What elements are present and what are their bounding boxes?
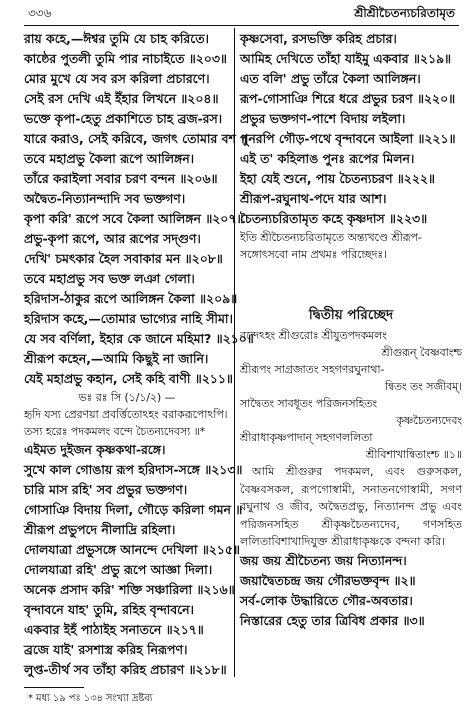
verse-line: তবে মহাপ্রভু সব ভক্ত লঞা গেলা। bbox=[24, 271, 195, 286]
verse-line: এত বলি' প্রভু তাঁরে কৈলা আলিঙ্গন। bbox=[240, 71, 421, 86]
verse-line: হরিদাস কহে,—তোমার ভাগ্যের নাহি সীমা। bbox=[24, 311, 233, 326]
verse-line: মোর মুখে যে সব রস করিলা প্রচারণে। bbox=[24, 71, 210, 86]
verse-line: রায় কহে,—ঈশ্বর তুমি যে চাহ করিতে। bbox=[24, 31, 209, 46]
verse-line: ব্রজে যাই' রসশাস্ত্র করিহ নিরূপণ। bbox=[24, 642, 188, 657]
sanskrit-line: তস্য হরেঃ পদকমলং বন্দে চৈতন্যদেবস্য ॥* bbox=[24, 425, 206, 438]
sanskrit-line: শ্রীগুরূন্ বৈষ্ণবাংশ্চ bbox=[381, 346, 462, 359]
verse-line: নিস্তারের হেতু তার ত্রিবিধ প্রকার ॥৩॥ bbox=[240, 612, 425, 628]
sanskrit-line: বন্দেঽহং শ্রীগুরোঃ শ্রীযুতপদকমলং bbox=[240, 329, 387, 342]
verse-line: একবার ইহঁ পাঠাইহ সনাতনে ॥২১৭॥ bbox=[24, 622, 204, 637]
verse-line: ইহা যেই শুনে, পায় চৈতন্যচরণ ॥২২২॥ bbox=[240, 171, 435, 186]
verse-line: চৈতন্যচরিতামৃত কহে কৃষ্ণদাস ॥২২৩॥ bbox=[240, 211, 428, 226]
verse-line: জয় জয় শ্রীচৈতন্য জয় নিত্যানন্দ। bbox=[240, 552, 407, 568]
verse-line: শ্রীরূপ-রঘুনাথ-পদে যার আশ। bbox=[240, 191, 387, 206]
verse-line: শ্রীরূপ কহেন,—আমি কিছুই না জানি। bbox=[24, 351, 209, 366]
right-column bbox=[240, 29, 462, 631]
sanskrit-line: সাদ্বৈতং সাবধূতং পরিজনসহিতং bbox=[240, 397, 378, 410]
verse-line: দেখি' চমৎকার হৈল সবাকার মন ॥২০৮॥ bbox=[24, 251, 223, 266]
verse-line: কৃপা করি' রূপে সবে কৈলা আলিঙ্গন ॥২০৭॥ bbox=[24, 211, 244, 226]
verse-line: অদ্বৈত-নিত্যানন্দাদি সব ভক্তগণ। bbox=[24, 191, 186, 206]
verse-line: কাষ্ঠের পুতলী তুমি পার নাচাইতে ॥২০৩॥ bbox=[24, 51, 227, 66]
footnote-rule bbox=[24, 687, 84, 688]
verse-line: প্রভুর ভক্তগণ-পাশে বিদায় লইলা। bbox=[240, 111, 406, 126]
verse-line: চারি মাস রহি' সব প্রভুর ভক্তগণ। bbox=[24, 482, 188, 497]
sanskrit-line: শ্রীবিশাখান্বিতাংশ্চ ॥১॥ bbox=[366, 448, 462, 461]
page-number: ৩৩৬ bbox=[28, 6, 52, 20]
verse-line: গোসাঞি বিদায় দিলা, গৌড়ে করিলা গমন ॥ bbox=[24, 502, 243, 517]
chapter-title: দ্বিতীয় পরিচ্ছেদ bbox=[308, 307, 394, 323]
colophon-line: ইতি শ্রীচৈতন্যচরিতামৃতে অন্ত্যখণ্ডে শ্রীরূপ- bbox=[240, 231, 422, 244]
verse-line: সুখে কাল গোঙায় রূপ হরিদাস-সঙ্গে ॥২১৩॥ bbox=[24, 462, 243, 477]
page-header bbox=[28, 2, 455, 24]
sanskrit-line: ন্বিতং তং সজীবম্। bbox=[385, 380, 462, 393]
verse-line: অনেক প্রসাদ করি' শক্তি সঞ্চারিলা ॥২১৬॥ bbox=[24, 582, 235, 597]
translation-paragraph: আমি শ্রীগুরুর পদকমল, এবং গুরুসকল, বৈষ্ণবসকল, রূপগোস্বামী, সনাতনগোস্বামী, সগণ রঘুনাথ ও জীব, অদ্বৈতপ্রভু, নিত্যানন্দ প্রভু এবং পরিজনসহিত শ্রীকৃষ্ণচৈতন্যদেব, গণসহিত ললিতাবিশাখাদিযুক্ত শ্রীরাধাকৃষ্ণকে বন্দনা করি। bbox=[240, 465, 462, 548]
sanskrit-line: কৃষ্ণচৈতন্যদেবং bbox=[396, 414, 462, 427]
verse-line: তবে মহাপ্রভু কৈলা রূপে আলিঙ্গন। bbox=[24, 151, 195, 166]
verse-line: সেই রস দেখি এই ইঁহার লিখনে ॥২০৪॥ bbox=[24, 91, 219, 106]
verse-line: হরিদাস-ঠাকুর রূপে আলিঙ্গন কৈলা ॥২০৯॥ bbox=[24, 291, 238, 306]
verse-line: জয়াদ্বৈতচন্দ্র জয় গৌরভক্তবৃন্দ ॥২॥ bbox=[240, 572, 416, 588]
spacer bbox=[240, 263, 462, 303]
verse-line: সর্ব-লোক উদ্ধারিতে গৌর-অবতার। bbox=[240, 592, 413, 608]
verse-line: বৃন্দাবনে যাহ' তুমি, রহিহ বৃন্দাবনে। bbox=[24, 602, 194, 617]
verse-line: যে সব বর্ণিলা, ইহার কে জানে মহিমা? ॥২১০॥ bbox=[24, 331, 254, 346]
verse-line: দোলযাত্রা প্রভুসঙ্গে আনন্দে দেখিলা ॥২১৫॥ bbox=[24, 542, 240, 557]
verse-line: রূপ-গোসাঞি শিরে ধরে প্রভুর চরণ ॥২২০॥ bbox=[240, 91, 456, 106]
verse-line: যারে করাও, সেই করিবে, জগৎ তোমার বশ ॥ bbox=[24, 131, 248, 146]
running-title: শ্রীশ্রীচৈতন্যচরিতামৃত bbox=[354, 6, 455, 20]
verse-line: ভক্তে কৃপা-হেতু প্রকাশিতে চাহ ব্রজ-রস। bbox=[24, 111, 223, 126]
verse-line: লুপ্ত-তীর্থ সব তাঁহা করিহ প্রচারণ ॥২১৮॥ bbox=[24, 662, 227, 677]
header-rule bbox=[24, 25, 459, 26]
verse-line: তাঁরে করাইলা সবার চরণ বন্দন ॥২০৬॥ bbox=[24, 171, 218, 186]
verse-line: কৃষ্ণসেবা, রসভক্তি করিহ প্রচার। bbox=[240, 31, 397, 46]
sanskrit-line: শ্রীরাধাকৃষ্ণপাদান্ সহগণললিতা bbox=[240, 431, 373, 444]
colophon-line: সঙ্গোৎসবো নাম প্রথমঃ পরিচ্ছেদঃ। bbox=[240, 248, 388, 261]
verse-line: শ্রীরূপ প্রভুপদে নীলাদ্রি রহিলা। bbox=[24, 522, 176, 537]
sanskrit-line: শ্রীরূপং সাগ্রজাতং সহগণরঘুনাথা- bbox=[240, 363, 385, 376]
footnote: * মধ্য ১৯ পঃ ১৩৪ সংখ্যা দ্রষ্টব্য bbox=[28, 693, 153, 704]
verse-line: পুনরপি গৌড়-পথে বৃন্দাবনে আইলা ॥২২১॥ bbox=[240, 131, 456, 146]
citation: ভঃ রঃ সি (১/১/২) — bbox=[78, 391, 176, 404]
verse-line: আমিহ দেখিতে তাঁহা যাইমু একবার ॥২১৯॥ bbox=[240, 51, 452, 66]
column-divider bbox=[234, 28, 235, 677]
verse-line: প্রভু-কৃপা রূপে, আর রূপের সদ্গুণ। bbox=[24, 231, 201, 246]
verse-line: যেই মহাপ্রভু কহান, সেই কহি বাণী ॥২১১॥ bbox=[24, 371, 233, 386]
left-column bbox=[24, 29, 254, 680]
verse-line: দোলযাত্রা রহি' প্রভু রূপে আজ্ঞা দিলা। bbox=[24, 562, 213, 577]
verse-line: এই ত' কহিলাঙ পুনঃ রূপের মিলন। bbox=[240, 151, 415, 166]
verse-line: এইমত দুইজন কৃষ্ণকথা-রঙ্গে। bbox=[24, 442, 166, 457]
sanskrit-line: হৃদি যস্য প্রেরণয়া প্রবর্ত্তিতোঽহং বরাকরূপোঽপি। bbox=[24, 408, 228, 421]
